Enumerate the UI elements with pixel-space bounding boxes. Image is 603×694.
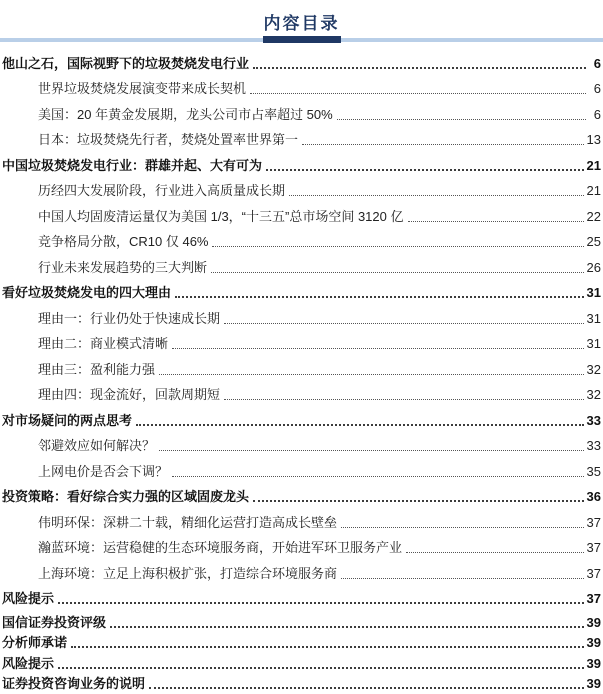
dot-leader xyxy=(212,246,583,247)
toc-entry-page: 37 xyxy=(586,514,601,530)
toc-entry-page: 26 xyxy=(586,259,601,275)
toc-entry[interactable] xyxy=(2,176,601,202)
toc-entry[interactable] xyxy=(2,99,601,125)
header-rule-dark xyxy=(263,36,341,43)
toc-entry-page: 37 xyxy=(586,591,601,606)
toc-entry[interactable] xyxy=(2,201,601,227)
toc-entry-label: 上海环境：立足上海积极扩张，打造综合环境服务商 xyxy=(38,565,338,581)
dot-leader xyxy=(341,578,584,579)
dot-leader xyxy=(159,374,584,375)
toc-entry[interactable] xyxy=(2,278,601,304)
toc-entry-page: 37 xyxy=(586,565,601,581)
dot-leader xyxy=(172,348,584,349)
toc-entry-page: 25 xyxy=(586,234,601,249)
dot-leader xyxy=(250,93,586,94)
toc-entry-page: 39 xyxy=(586,635,601,651)
toc-entry-label: 理由三：盈利能力强 xyxy=(38,361,156,377)
toc-entry[interactable] xyxy=(2,74,601,100)
toc-entry-page: 32 xyxy=(586,387,601,402)
toc-entry-label: 投资策略：看好综合实力强的区域固废龙头 xyxy=(2,489,250,504)
toc-entry-page: 31 xyxy=(586,310,601,326)
toc-list-main xyxy=(0,44,603,609)
toc-entry[interactable] xyxy=(2,613,601,633)
toc-entry-label: 他山之石，国际视野下的垃圾焚烧发电行业 xyxy=(2,55,250,71)
toc-entry-page: 33 xyxy=(586,438,601,453)
page-title: 内容目录 xyxy=(263,14,340,33)
toc-entry-page: 13 xyxy=(586,132,601,147)
toc-entry-page: 37 xyxy=(586,540,601,555)
toc-entry-page: 32 xyxy=(586,361,601,377)
dot-leader xyxy=(341,527,584,528)
dot-leader xyxy=(266,169,584,171)
toc-entry-label: 理由二：商业模式清晰 xyxy=(38,336,169,351)
toc-entry-label: 证券投资咨询业务的说明 xyxy=(2,675,146,691)
toc-entry-label: 伟明环保：深耕二十载，精细化运营打造高成长壁垒 xyxy=(38,514,338,530)
toc-entry[interactable] xyxy=(2,252,601,278)
toc-entry-label: 分析师承诺 xyxy=(2,635,68,651)
dot-leader xyxy=(224,399,584,400)
toc-entry-label: 风险提示 xyxy=(2,655,55,671)
dot-leader xyxy=(172,476,584,477)
toc-entry-label: 国信证券投资评级 xyxy=(2,615,107,631)
toc-entry-label: 美国：20 年黄金发展期，龙头公司市占率超过 50% xyxy=(38,106,333,122)
toc-entry-label: 中国垃圾焚烧发电行业：群雄并起、大有可为 xyxy=(2,157,263,173)
toc-entry-page: 6 xyxy=(593,81,601,96)
toc-entry-label: 风险提示 xyxy=(2,591,55,606)
toc-entry-label: 对市场疑问的两点思考 xyxy=(2,412,133,428)
toc-entry-page: 39 xyxy=(586,675,601,691)
toc-entry[interactable] xyxy=(2,584,601,610)
toc-entry[interactable] xyxy=(2,48,601,74)
dot-leader xyxy=(71,646,584,648)
dot-leader xyxy=(253,67,586,69)
toc-entry[interactable] xyxy=(2,380,601,406)
toc-entry[interactable] xyxy=(2,507,601,533)
toc-entry[interactable] xyxy=(2,533,601,559)
toc-entry-label: 邻避效应如何解决？ xyxy=(38,438,156,453)
dot-leader xyxy=(136,424,584,426)
toc-entry-page: 36 xyxy=(586,489,601,504)
toc-header xyxy=(0,0,603,44)
toc-entry-label: 上网电价是否会下调？ xyxy=(38,463,169,479)
toc-entry-label: 中国人均固废清运量仅为美国 1/3，“十三五”总市场空间 3120 亿 xyxy=(38,208,404,224)
toc-entry[interactable] xyxy=(2,653,601,673)
toc-entry[interactable] xyxy=(2,354,601,380)
toc-entry-label: 行业未来发展趋势的三大判断 xyxy=(38,259,208,275)
toc-entry-label: 世界垃圾焚烧发展演变带来成长契机 xyxy=(38,81,247,96)
toc-entry-label: 竞争格局分散，CR10 仅 46% xyxy=(38,234,209,249)
dot-leader xyxy=(289,195,584,196)
dot-leader xyxy=(408,221,584,222)
toc-entry-page: 33 xyxy=(586,412,601,428)
dot-leader xyxy=(211,272,584,273)
dot-leader xyxy=(58,667,584,669)
toc-entry-label: 历经四大发展阶段，行业进入高质量成长期 xyxy=(38,183,286,198)
toc-entry-page: 6 xyxy=(593,106,601,122)
toc-entry-page: 35 xyxy=(586,463,601,479)
dot-leader xyxy=(302,144,584,145)
toc-entry-page: 31 xyxy=(586,285,601,300)
toc-entry-page: 31 xyxy=(586,336,601,351)
toc-entry-page: 21 xyxy=(586,157,601,173)
toc-entry[interactable] xyxy=(2,405,601,431)
dot-leader xyxy=(175,296,584,298)
toc-entry[interactable] xyxy=(2,329,601,355)
toc-list-appendix xyxy=(0,609,603,694)
toc-entry-label: 理由四：现金流好，回款周期短 xyxy=(38,387,221,402)
toc-entry-page: 39 xyxy=(586,615,601,631)
dot-leader xyxy=(110,626,584,628)
dot-leader xyxy=(58,602,584,604)
toc-entry[interactable] xyxy=(2,674,601,694)
dot-leader xyxy=(406,552,584,553)
toc-entry[interactable] xyxy=(2,456,601,482)
toc-entry[interactable] xyxy=(2,227,601,253)
toc-entry[interactable] xyxy=(2,558,601,584)
toc-entry[interactable] xyxy=(2,633,601,653)
dot-leader xyxy=(253,500,584,502)
toc-entry-page: 39 xyxy=(586,655,601,671)
toc-entry-page: 21 xyxy=(586,183,601,198)
toc-entry[interactable] xyxy=(2,150,601,176)
toc-entry-label: 日本：垃圾焚烧先行者，焚烧处置率世界第一 xyxy=(38,132,299,147)
toc-entry-page: 6 xyxy=(593,55,601,71)
toc-entry-label: 瀚蓝环境：运营稳健的生态环境服务商，开始进军环卫服务产业 xyxy=(38,540,403,555)
dot-leader xyxy=(224,323,584,324)
toc-entry[interactable] xyxy=(2,431,601,457)
toc-entry[interactable] xyxy=(2,482,601,508)
toc-entry[interactable] xyxy=(2,125,601,151)
dot-leader xyxy=(149,687,584,689)
toc-entry-label: 理由一：行业仍处于快速成长期 xyxy=(38,310,221,326)
toc-entry-page: 22 xyxy=(586,208,601,224)
dot-leader xyxy=(337,119,586,120)
dot-leader xyxy=(159,450,584,451)
toc-entry-label: 看好垃圾焚烧发电的四大理由 xyxy=(2,285,172,300)
toc-entry[interactable] xyxy=(2,303,601,329)
